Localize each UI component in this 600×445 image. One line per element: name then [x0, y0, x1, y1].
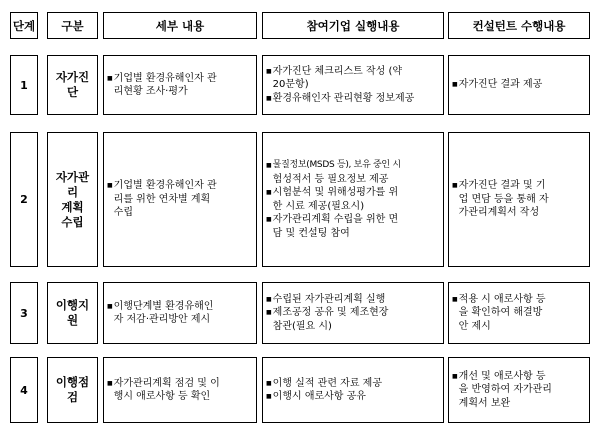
stage-category-line: 수립	[61, 214, 84, 229]
bullet-icon: ■	[452, 295, 458, 303]
company-item-text	[273, 92, 440, 106]
header-consultant	[448, 12, 590, 39]
stage-category-line: 자가관	[55, 169, 90, 184]
consultant-cell	[448, 132, 590, 267]
details-item-line: 기업별 환경유해인자 관	[113, 72, 217, 84]
bullet-icon: ■	[107, 379, 113, 387]
company-item	[266, 306, 440, 333]
bullet-icon: ■	[266, 216, 272, 223]
company-item	[266, 293, 440, 307]
stage-number	[10, 357, 38, 423]
stage-category-text	[56, 70, 89, 100]
stage-number-text: 2	[20, 193, 28, 206]
bullet-icon: ■	[266, 393, 272, 400]
consultant-item-line: 개선 및 애로사항 등	[458, 370, 546, 382]
header-company-label: 참여기업 실행내용	[306, 18, 400, 33]
company-item-text	[273, 390, 440, 404]
company-item-line: 자가관리계획 수립을 위한 면	[272, 214, 399, 225]
company-item-line: 수립된 자가관리계획 실행	[272, 293, 386, 305]
consultant-cell	[448, 357, 590, 423]
company-item-line: 담 및 컨설팅 참여	[272, 227, 350, 239]
consultant-item-line: 적용 시 애로사항 등	[458, 293, 546, 305]
consultant-item-line: 안 제시	[458, 320, 491, 332]
company-item-line: 험성적서 등 필요정보 제공	[272, 173, 389, 185]
company-item-text	[273, 186, 440, 213]
details-item-text	[114, 72, 253, 99]
header-category	[47, 12, 98, 39]
stage-category-line: 자가진	[55, 70, 90, 84]
company-item-line: 물질정보(MSDS 등), 보유 중인 시	[272, 160, 401, 170]
bullet-icon: ■	[452, 372, 458, 380]
company-item	[266, 186, 440, 213]
stage-category	[47, 55, 98, 115]
stage-category-line: 검	[66, 390, 79, 404]
details-item-line: 이행단계별 환경유해인	[113, 300, 214, 312]
details-item-line: 리를 위한 연차별 계획	[113, 193, 211, 205]
consultant-item	[452, 293, 586, 334]
details-item-line: 자가관리계획 점검 및 이	[113, 377, 220, 389]
company-item	[266, 377, 440, 391]
bullet-icon: ■	[107, 302, 113, 310]
company-item-text	[273, 293, 440, 307]
bullet-icon: ■	[266, 162, 272, 169]
company-item	[266, 159, 440, 186]
details-cell	[103, 132, 257, 267]
stage-category-line: 계획	[61, 199, 84, 214]
stage-category-text	[56, 375, 89, 405]
bullet-icon: ■	[266, 309, 272, 317]
details-item	[107, 179, 253, 220]
stage-category	[47, 357, 98, 423]
company-item-line: 20문항)	[272, 79, 309, 91]
bullet-icon: ■	[266, 67, 272, 75]
consultant-item-text	[459, 370, 586, 411]
consultant-item-line: 업 면담 등을 통해 자	[458, 193, 549, 205]
company-cell	[262, 282, 444, 344]
company-item-line: 이행시 애로사항 공유	[272, 391, 366, 402]
stage-category-line: 이행지	[55, 298, 90, 312]
stage-number-text: 1	[20, 78, 28, 92]
consultant-item-text	[459, 78, 586, 92]
bullet-icon: ■	[266, 379, 272, 387]
details-item	[107, 377, 253, 404]
bullet-icon: ■	[107, 74, 113, 82]
details-item-text	[114, 300, 253, 327]
stage-number-text: 3	[20, 306, 28, 320]
company-item-line: 참관(필요 시)	[272, 320, 332, 332]
stage-category-line: 단	[66, 85, 79, 99]
header-details-label: 세부 내용	[155, 18, 205, 33]
stage-category-line: 이행점	[55, 375, 90, 389]
header-consultant-label: 컨설턴트 수행내용	[472, 18, 566, 33]
details-cell	[103, 55, 257, 115]
stage-category-text	[56, 298, 89, 328]
company-item	[266, 65, 440, 92]
details-cell	[103, 282, 257, 344]
header-category-label: 구분	[61, 18, 84, 33]
company-cell	[262, 132, 444, 267]
consultant-item-line: 을 확인하여 해결방	[458, 307, 543, 319]
company-item-line: 시험분석 및 위해성평가를 위	[272, 187, 399, 198]
bullet-icon: ■	[452, 81, 458, 89]
bullet-icon: ■	[266, 295, 272, 303]
consultant-cell	[448, 55, 590, 115]
company-item-line: 제조공정 공유 및 제조현장	[272, 307, 389, 319]
consultant-item	[452, 78, 586, 92]
details-item-text	[114, 179, 253, 220]
company-item-text	[273, 213, 440, 240]
stage-number	[10, 282, 38, 344]
consultant-item-text	[459, 179, 586, 220]
details-item	[107, 72, 253, 99]
details-item-line: 리현황 조사·평가	[113, 86, 188, 97]
stage-category-line: 리	[66, 184, 79, 199]
company-item	[266, 213, 440, 240]
details-item-line: 수립	[113, 207, 133, 219]
details-item-line: 기업별 환경유해인자 관	[113, 180, 217, 192]
company-cell	[262, 357, 444, 423]
header-company	[262, 12, 444, 39]
bullet-icon: ■	[266, 189, 272, 196]
consultant-item-line: 자가진단 결과 제공	[458, 79, 543, 91]
header-details	[103, 12, 257, 39]
consultant-item-line: 을 반영하여 자가관리	[458, 384, 552, 396]
company-item-text	[273, 159, 440, 186]
consultant-item-line: 자가진단 결과 및 기	[458, 180, 546, 192]
consultant-item-line: 가관리계획서 작성	[458, 207, 540, 219]
bullet-icon: ■	[452, 182, 458, 190]
stage-number-text: 4	[20, 383, 28, 397]
consultant-item	[452, 179, 586, 220]
company-item-text	[273, 377, 440, 391]
company-item-line: 한 시료 제공(필요시)	[272, 200, 365, 212]
company-item-line: 자가진단 체크리스트 작성 (약	[272, 65, 403, 77]
company-item-text	[273, 306, 440, 333]
details-item-line: 자 저감·관리방안 제시	[113, 314, 211, 325]
company-cell	[262, 55, 444, 115]
bullet-icon: ■	[107, 182, 113, 190]
details-item-text	[114, 377, 253, 404]
consultant-item	[452, 370, 586, 411]
stage-number	[10, 55, 38, 115]
consultant-item-line: 계획서 보완	[458, 397, 511, 409]
company-item-text	[273, 65, 440, 92]
details-cell	[103, 357, 257, 423]
company-item	[266, 390, 440, 404]
details-item-line: 행시 애로사항 등 확인	[113, 391, 211, 402]
stage-category	[47, 282, 98, 344]
bullet-icon: ■	[266, 94, 272, 102]
stage-category-text	[56, 170, 89, 230]
company-item-line: 환경유해인자 관리현황 정보제공	[272, 92, 415, 104]
stage-number	[10, 132, 38, 267]
stage-category-line: 원	[66, 313, 79, 327]
details-item	[107, 300, 253, 327]
header-stage-label: 단계	[12, 18, 36, 33]
header-stage	[10, 12, 38, 39]
stage-category	[47, 132, 98, 267]
company-item	[266, 92, 440, 106]
consultant-item-text	[459, 293, 586, 334]
consultant-cell	[448, 282, 590, 344]
company-item-line: 이행 실적 관련 자료 제공	[272, 377, 382, 389]
